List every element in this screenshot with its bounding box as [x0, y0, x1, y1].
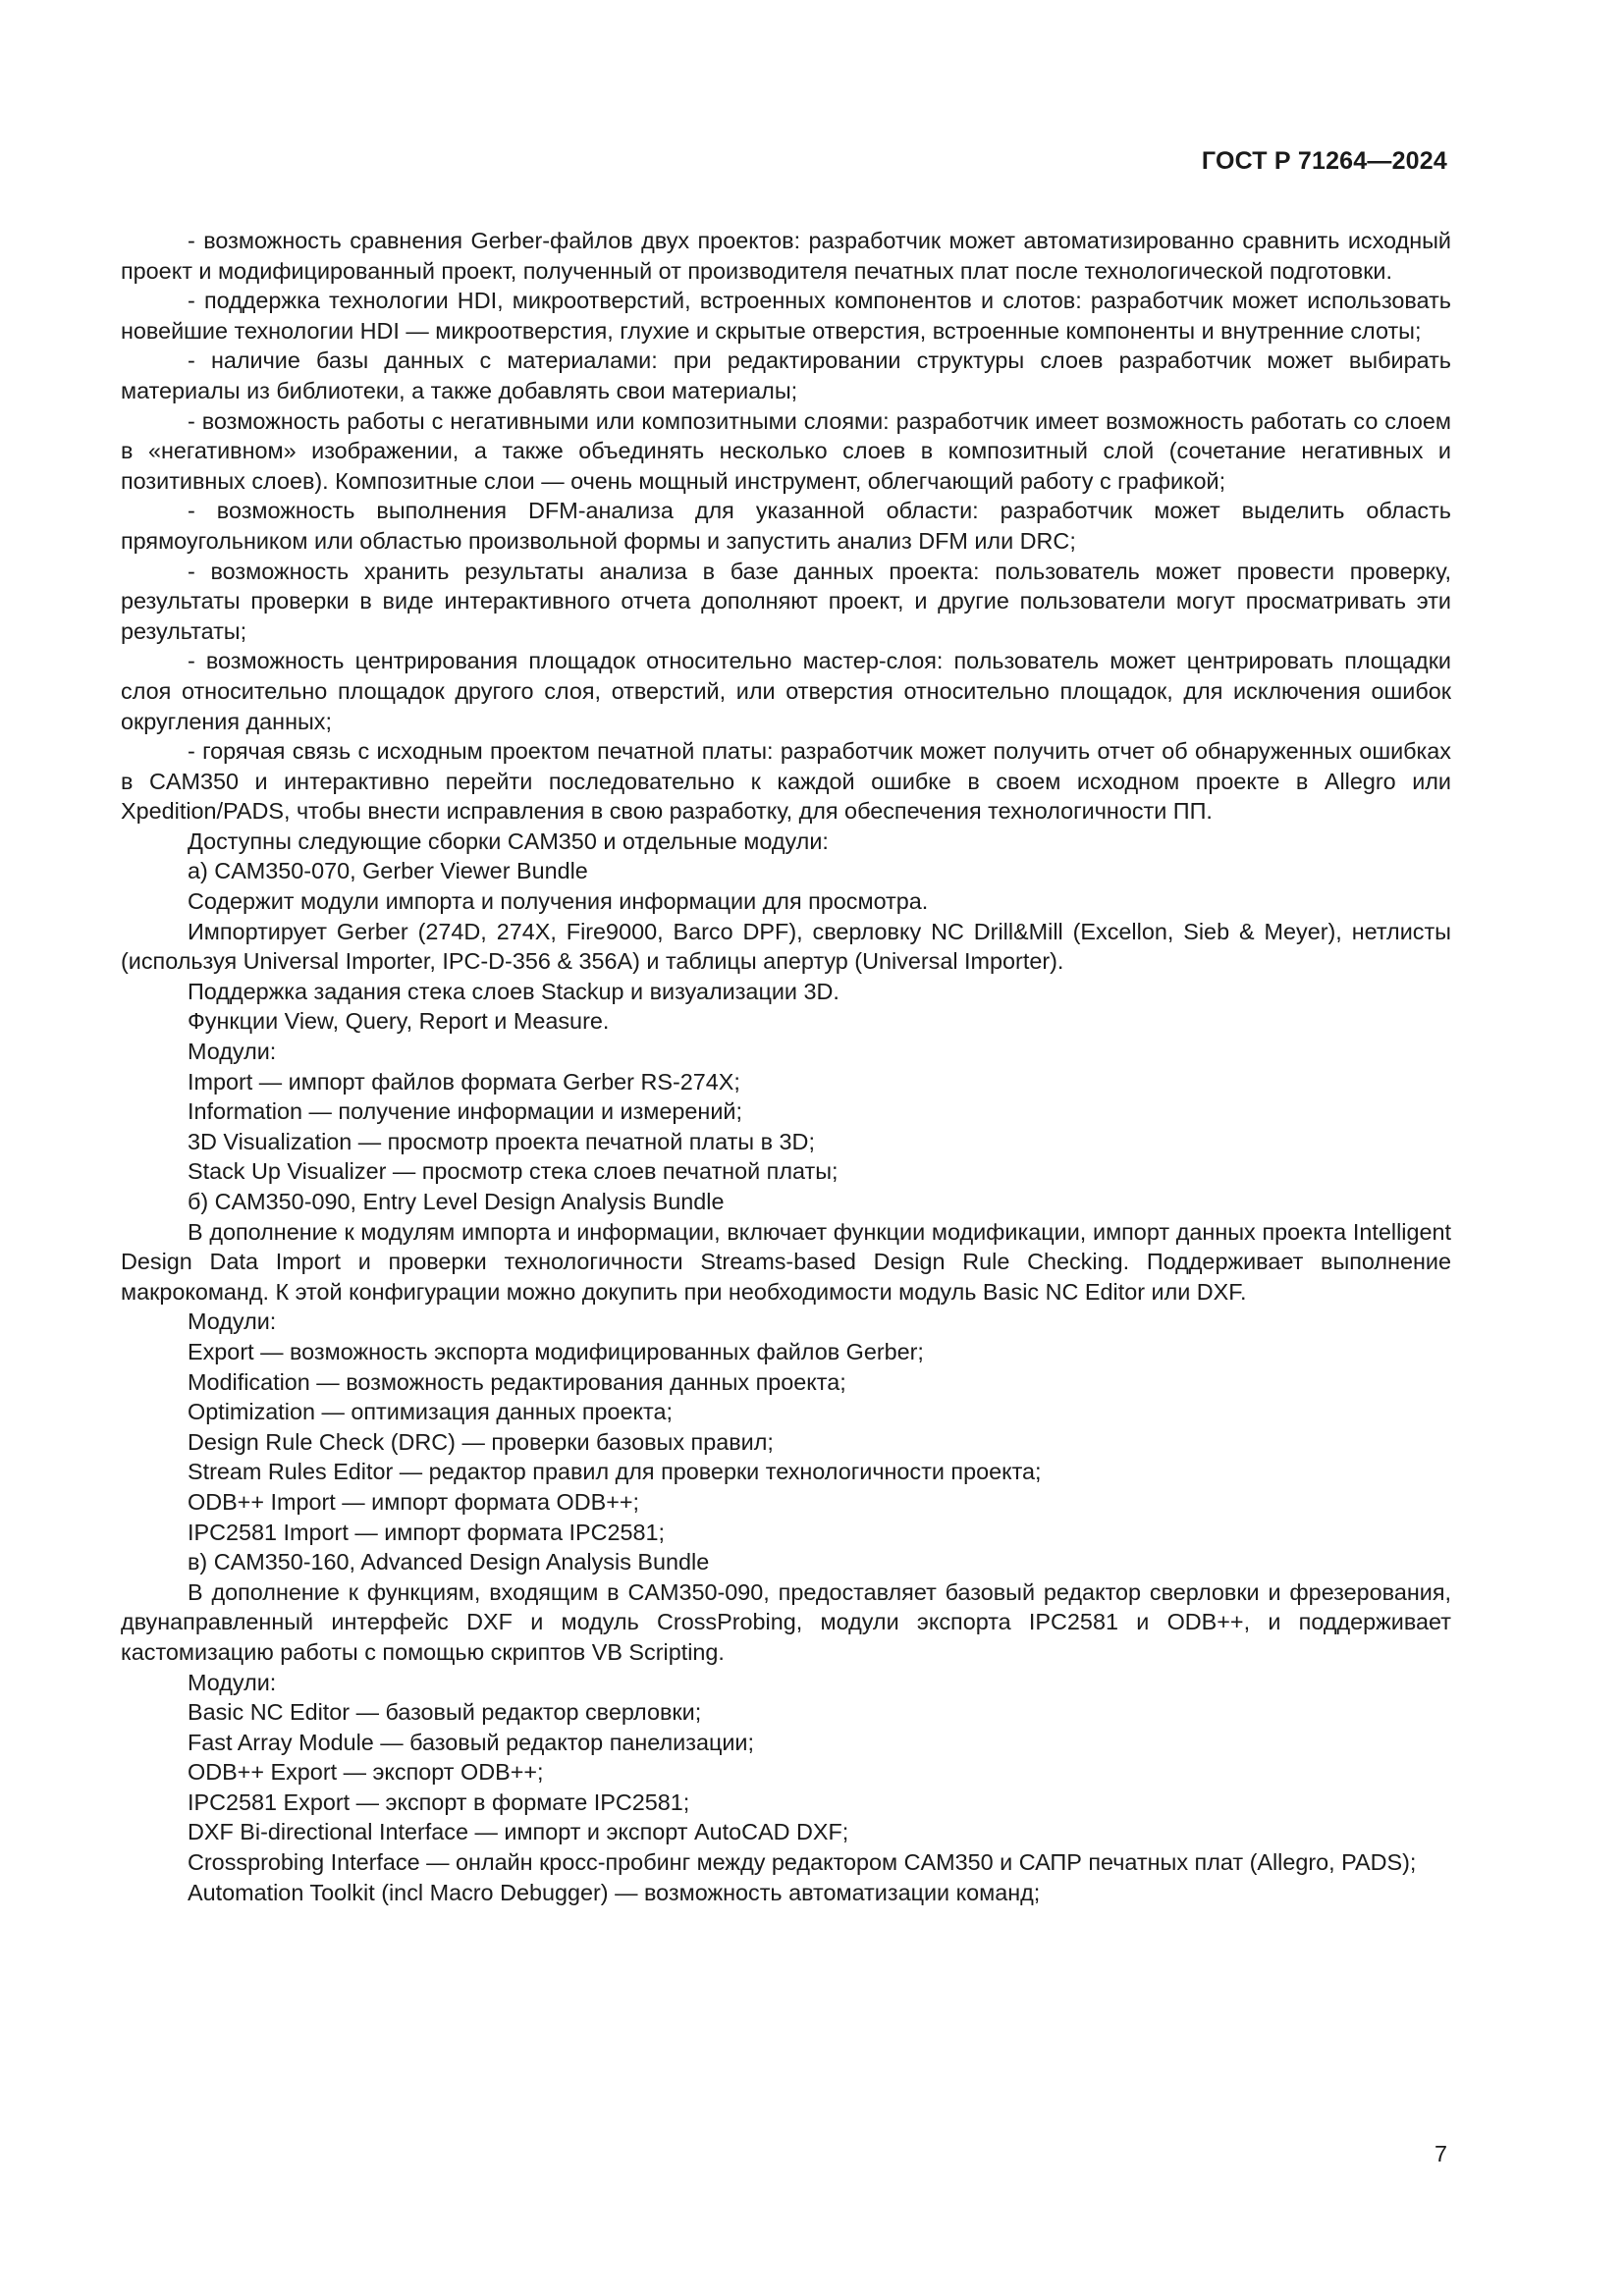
paragraph: Optimization — оптимизация данных проекта; [188, 1399, 673, 1425]
paragraph: Crossprobing Interface — онлайн кросс-пробинг между редактором CAM350 и САПР печатных плат (Allegro, PADS); [188, 1849, 1417, 1876]
paragraph: ODB++ Import — импорт формата ODB++; [188, 1488, 640, 1515]
paragraph: Import — импорт файлов формата Gerber RS-274X; [188, 1068, 740, 1095]
document-body [121, 226, 1451, 1907]
paragraph: Basic NC Editor — базовый редактор сверловки; [188, 1699, 702, 1726]
paragraph: б) CAM350-090, Entry Level Design Analysis Bundle [188, 1189, 725, 1214]
paragraph: - возможность центрирования площадок относительно мастер-слоя: пользователь может центрировать площадки слоя относительно площадок другого слоя, отверстий, или отверстия относительно площадок, для исключения ошибок округления данных; [121, 648, 1451, 734]
paragraph: Импортирует Gerber (274D, 274X, Fire9000, Barco DPF), сверловку NC Drill&Mill (Excellon, Sieb & Meyer), нетлисты (используя Universal Importer, IPC-D-356 & 356A) и таблицы апертур (Universal Importer). [121, 918, 1451, 975]
paragraph: - возможность хранить результаты анализа в базе данных проекта: пользователь может провести проверку, результаты проверки в виде интерактивного отчета дополняют проект, и другие пользователи могут просматривать эти результаты; [121, 558, 1451, 644]
paragraph: Модули: [188, 1669, 277, 1695]
paragraph: - поддержка технологии HDI, микроотверстий, встроенных компонентов и слотов: разработчик может использовать новейшие технологии HDI — микроотверстия, глухие и скрытые отверстия, встроенные компоненты и внутренние слоты; [121, 288, 1451, 344]
paragraph: Функции View, Query, Report и Measure. [188, 1008, 610, 1035]
paragraph: Export — возможность экспорта модифицированных файлов Gerber; [188, 1338, 924, 1364]
paragraph: Модули: [188, 1308, 277, 1335]
paragraph: Stream Rules Editor — редактор правил для проверки технологичности проекта; [188, 1459, 1042, 1485]
paragraph: ODB++ Export — экспорт ODB++; [188, 1759, 544, 1786]
paragraph: DXF Bi-directional Interface — импорт и экспорт AutoCAD DXF; [188, 1819, 849, 1845]
page-number: 7 [1434, 2141, 1447, 2166]
paragraph: Модули: [188, 1039, 277, 1065]
paragraph: IPC2581 Export — экспорт в формате IPC2581; [188, 1789, 690, 1815]
paragraph: IPC2581 Import — импорт формата IPC2581; [188, 1519, 666, 1545]
paragraph: Поддержка задания стека слоев Stackup и визуализации 3D. [188, 978, 839, 1004]
paragraph: Fast Array Module — базовый редактор панелизации; [188, 1729, 754, 1755]
paragraph: - наличие базы данных с материалами: при редактировании структуры слоев разработчик может выбирать материалы из библиотеки, а также добавлять свои материалы; [121, 347, 1451, 403]
paragraph: - возможность работы с негативными или композитными слоями: разработчик имеет возможность работать со слоем в «негативном» изображении, а также объединять несколько слоев в композитный слой (сочетание негативных и позитивных слоев). Композитные слои — очень мощный инструмент, облегчающий работу с графикой; [121, 407, 1451, 494]
paragraph: - возможность сравнения Gerber-файлов двух проектов: разработчик может автоматизированно сравнить исходный проект и модифицированный проект, полученный от производителя печатных плат после технологической подготовки. [121, 228, 1451, 284]
paragraph: 3D Visualization — просмотр проекта печатной платы в 3D; [188, 1128, 815, 1154]
paragraph: в) CAM350-160, Advanced Design Analysis Bundle [188, 1549, 710, 1575]
paragraph: В дополнение к модулям импорта и информации, включает функции модификации, импорт данных проекта Intelligent Design Data Import и проверки технологичности Streams-based Design Rule Checking. Поддерживает выполнение макрокоманд. К этой конфигурации можно докупить при необходимости модуль Basic NC Editor или DXF. [121, 1218, 1451, 1305]
paragraph: - горячая связь с исходным проектом печатной платы: разработчик может получить отчет об обнаруженных ошибках в CAM350 и интерактивно перейти последовательно к каждой ошибке в своем исходном проекте в Allegro или Xpedition/PADS, чтобы внести исправления в свою разработку, для обеспечения технологичности ПП. [121, 738, 1451, 825]
paragraph: Information — получение информации и измерений; [188, 1098, 742, 1125]
paragraph: - возможность выполнения DFM-анализа для указанной области: разработчик может выделить область прямоугольником или областью произвольной формы и запустить анализ DFM или DRC; [121, 498, 1451, 554]
paragraph: Automation Toolkit (incl Macro Debugger) — возможность автоматизации команд; [188, 1879, 1041, 1905]
paragraph: Stack Up Visualizer — просмотр стека слоев печатной платы; [188, 1158, 839, 1185]
paragraph: Доступны следующие сборки CAM350 и отдельные модули: [188, 828, 829, 854]
paragraph: В дополнение к функциям, входящим в CAM350-090, предоставляет базовый редактор сверловки и фрезерования, двунаправленный интерфейс DXF и модуль CrossProbing, модули экспорта IPC2581 и ODB++, и поддерживает кастомизацию работы с помощью скриптов VB Scripting. [121, 1578, 1451, 1665]
paragraph: Modification — возможность редактирования данных проекта; [188, 1368, 846, 1395]
paragraph: Design Rule Check (DRC) — проверки базовых правил; [188, 1428, 774, 1455]
paragraph: а) CAM350-070, Gerber Viewer Bundle [188, 858, 588, 884]
paragraph: Содержит модули импорта и получения информации для просмотра. [188, 888, 929, 915]
document-id-header: ГОСТ Р 71264—2024 [1201, 147, 1447, 175]
